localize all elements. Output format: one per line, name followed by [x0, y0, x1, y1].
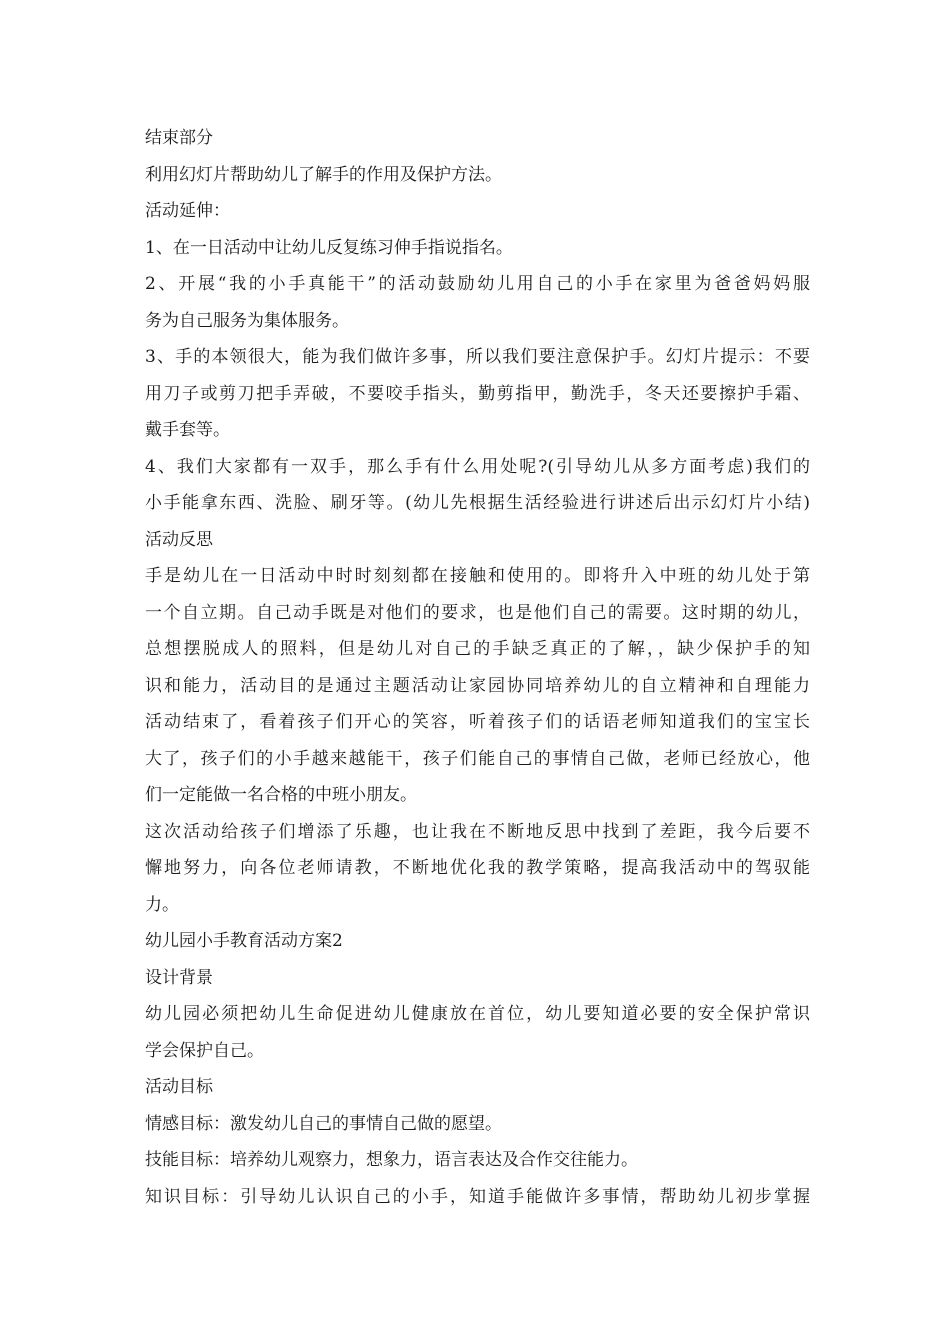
section-heading: 设计背景: [145, 967, 213, 988]
goal-item: 技能目标：培养幼儿观察力，想象力，语言表达及合作交往能力。: [145, 1150, 638, 1170]
list-item: 3、手的本领很大，能为我们做许多事，所以我们要注意保护手。幻灯片提示：不要: [145, 347, 810, 367]
section-heading: 结束部分: [145, 128, 213, 148]
document-body: [145, 120, 810, 1215]
paragraph-line: 这次活动给孩子们增添了乐趣，也让我在不断地反思中找到了差距，我今后要不: [145, 821, 810, 842]
paragraph-line: 一个自立期。自己动手既是对他们的要求，也是他们自己的需要。这时期的幼儿，: [145, 602, 810, 623]
list-item: 1、在一日活动中让幼儿反复练习伸手指说指名。: [145, 237, 513, 258]
paragraph-line: 们一定能做一名合格的中班小朋友。: [145, 785, 417, 805]
paragraph-line: 学会保护自己。: [145, 1040, 264, 1061]
list-item-continuation: 用刀子或剪刀把手弄破，不要咬手指头，勤剪指甲，勤洗手，冬天还要擦护手霜、: [145, 383, 810, 404]
list-item: 2、开展“我的小手真能干”的活动鼓励幼儿用自己的小手在家里为爸爸妈妈服: [145, 274, 810, 294]
section-heading: 活动延伸：: [145, 201, 230, 221]
paragraph-line: 识和能力，活动目的是通过主题活动让家园协同培养幼儿的自立精神和自理能力: [145, 675, 810, 696]
list-item-continuation: 小手能拿东西、洗脸、刷牙等。(幼儿先根据生活经验进行讲述后出示幻灯片小结): [145, 493, 810, 513]
section-heading: 活动反思: [145, 529, 213, 550]
list-item-continuation: 务为自己服务为集体服务。: [145, 310, 349, 331]
paragraph-line: 幼儿园必须把幼儿生命促进幼儿健康放在首位，幼儿要知道必要的安全保护常识: [145, 1004, 810, 1024]
paragraph-line: 手是幼儿在一日活动中时时刻刻都在接触和使用的。即将升入中班的幼儿处于第: [145, 566, 810, 586]
section-heading: 活动目标: [145, 1077, 213, 1097]
paragraph-line: 利用幻灯片帮助幼儿了解手的作用及保护方法。: [145, 164, 502, 185]
paragraph-line: 活动结束了，看着孩子们开心的笑容，听着孩子们的话语老师知道我们的宝宝长: [145, 712, 810, 732]
list-item-continuation: 戴手套等。: [145, 420, 230, 440]
goal-item: 情感目标：激发幼儿自己的事情自己做的愿望。: [145, 1113, 502, 1134]
list-item: 4、我们大家都有一双手，那么手有什么用处呢?(引导幼儿从多方面考虑)我们的: [145, 456, 810, 477]
paragraph-line: 总想摆脱成人的照料，但是幼儿对自己的手缺乏真正的了解，，缺少保护手的知: [145, 639, 810, 659]
document-title: 幼儿园小手教育活动方案2: [145, 931, 343, 951]
paragraph-line: 懈地努力，向各位老师请教，不断地优化我的教学策略，提高我活动中的驾驭能: [145, 858, 810, 878]
paragraph-line: 力。: [145, 894, 179, 915]
goal-item: 知识目标：引导幼儿认识自己的小手，知道手能做许多事情，帮助幼儿初步掌握: [145, 1186, 810, 1207]
paragraph-line: 大了，孩子们的小手越来越能干，孩子们能自己的事情自己做，老师已经放心，他: [145, 748, 810, 769]
